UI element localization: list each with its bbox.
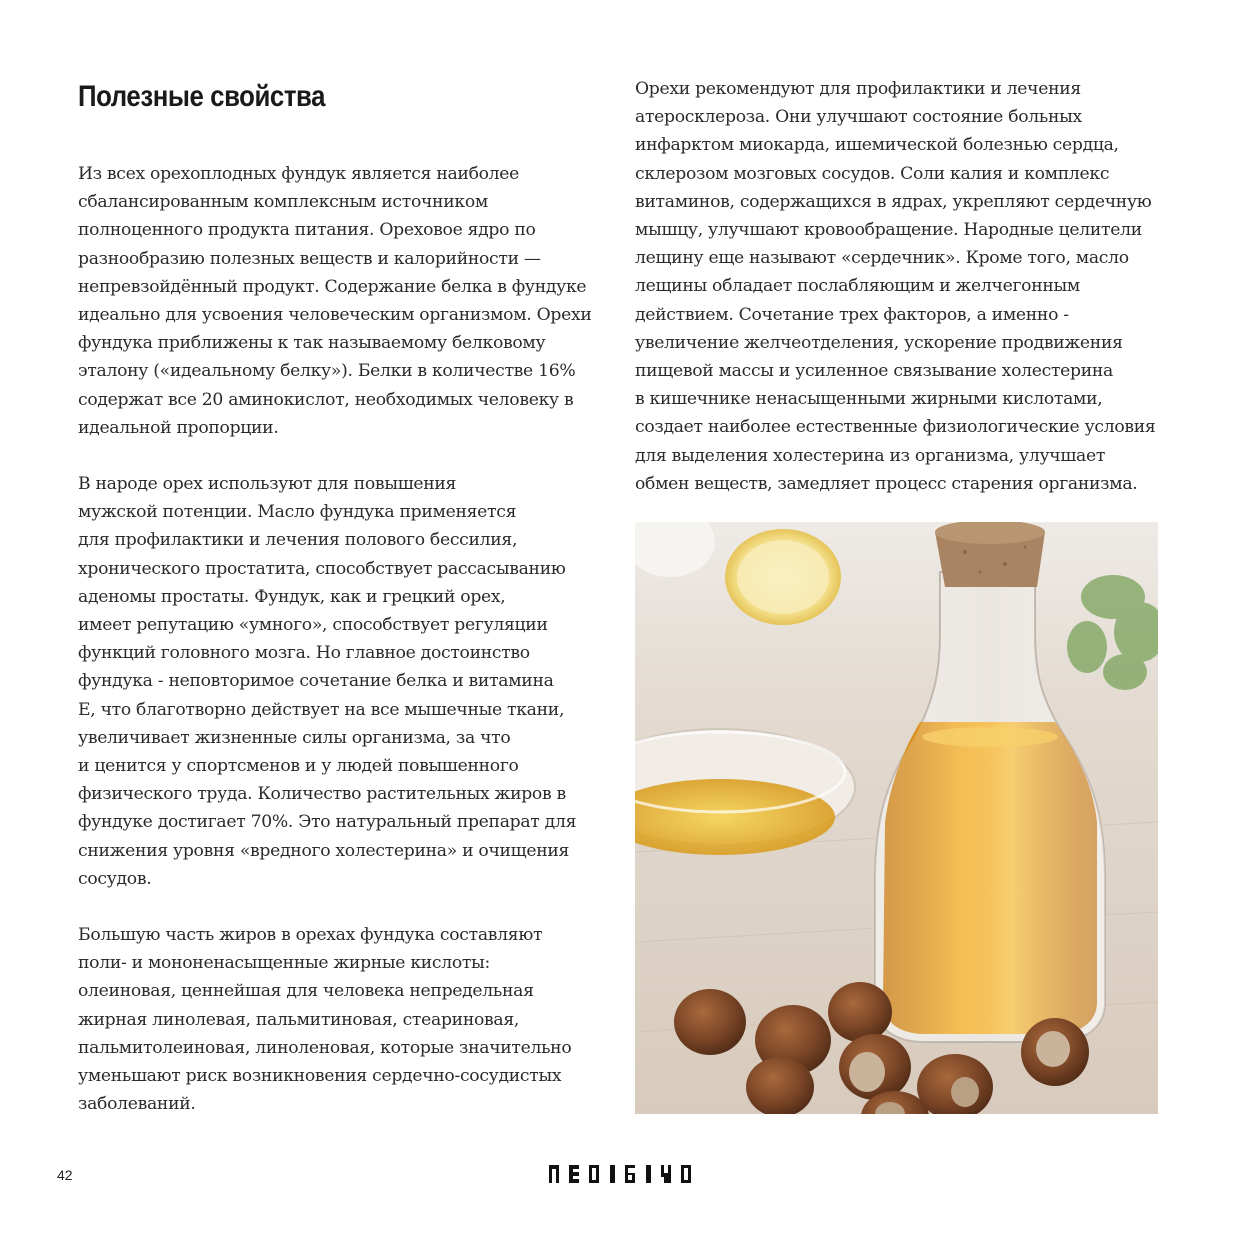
- text-line: и ценится у спортсменов и у людей повышенного: [78, 756, 519, 777]
- page-number: 42: [57, 1167, 73, 1183]
- left-paragraph-2: [78, 470, 618, 893]
- paragraph-gap: [78, 893, 618, 921]
- paragraph-gap: [78, 442, 618, 470]
- text-line: сосудов.: [78, 868, 152, 889]
- text-line: снижения уровня «вредного холестерина» и очищения: [78, 840, 570, 861]
- text-line: витаминов, содержащихся в ядрах, укрепляют сердечную: [635, 191, 1152, 212]
- text-line: олеиновая, ценнейшая для человека непредельная: [78, 981, 534, 1002]
- right-paragraph-1: [635, 75, 1180, 498]
- right-text-column: [635, 75, 1180, 498]
- left-paragraph-3: [78, 921, 618, 1118]
- text-line: увеличение желчеотделения, ускорение продвижения: [635, 332, 1123, 353]
- text-line: физического труда. Количество растительных жиров в: [78, 784, 566, 805]
- text-line: действием. Сочетание трех факторов, а именно -: [635, 304, 1069, 325]
- text-line: разнообразию полезных веществ и калорийности —: [78, 248, 541, 269]
- text-line: для выделения холестерина из организма, улучшает: [635, 445, 1106, 466]
- text-line: Из всех орехоплодных фундук является наиболее: [78, 164, 520, 184]
- text-line: лещину еще называют «сердечник». Кроме того, масло: [635, 248, 1129, 269]
- text-line: эталону («идеальному белку»). Белки в количестве 16%: [78, 361, 576, 382]
- text-line: имеет репутацию «умного», способствует регуляции: [78, 615, 548, 636]
- text-line: заболеваний.: [78, 1094, 196, 1115]
- text-line: идеально для усвоения человеческим организмом. Орехи: [78, 305, 592, 326]
- text-line: атеросклероза. Они улучшают состояние больных: [635, 107, 1082, 128]
- text-line: лещины обладает послабляющим и желчегонным: [635, 276, 1080, 297]
- text-line: Орехи рекомендуют для профилактики и лечения: [635, 79, 1081, 99]
- text-line: аденомы простаты. Фундук, как и грецкий орех,: [78, 586, 506, 607]
- text-line: фундука - неповторимое сочетание белка и витамина: [78, 671, 554, 692]
- text-line: инфарктом миокарда, ишемической болезнью сердца,: [635, 135, 1119, 156]
- left-text-column: [78, 160, 618, 1119]
- text-line: пальмитолеиновая, линоленовая, которые значительно: [78, 1037, 572, 1058]
- text-line: непревзойдённый продукт. Содержание белка в фундуке: [78, 276, 587, 297]
- text-line: склерозом мозговых сосудов. Соли калия и комплекс: [635, 163, 1110, 184]
- text-line: фундуке достигает 70%. Это натуральный препарат для: [78, 812, 577, 833]
- hazelnut-oil-photo: [635, 522, 1158, 1114]
- text-line: Большую часть жиров в орехах фундука составляют: [78, 925, 543, 946]
- text-line: в кишечнике ненасыщенными жирными кислотами,: [635, 389, 1103, 410]
- text-line: пищевой массы и усиленное связывание холестерина: [635, 361, 1113, 382]
- text-line: идеальной пропорции.: [78, 417, 279, 438]
- text-line: уменьшают риск возникновения сердечно-сосудистых: [78, 1066, 562, 1087]
- text-line: Е, что благотворно действует на все мышечные ткани,: [78, 699, 565, 720]
- text-line: обмен веществ, замедляет процесс старения организма.: [635, 473, 1138, 494]
- left-paragraph-1: [78, 160, 618, 442]
- text-line: для профилактики и лечения полового бессилия,: [78, 530, 518, 551]
- text-line: сбалансированным комплексным источником: [78, 192, 488, 213]
- text-line: содержат все 20 аминокислот, необходимых человеку в: [78, 389, 574, 410]
- text-line: функций головного мозга. Но главное достоинство: [78, 643, 530, 664]
- text-line: жирная линолевая, пальмитиновая, стеариновая,: [78, 1009, 520, 1030]
- text-line: мужской потенции. Масло фундука применяется: [78, 502, 517, 523]
- text-line: полноценного продукта питания. Ореховое ядро по: [78, 220, 536, 241]
- text-line: фундука приближены к так называемому белковому: [78, 333, 546, 354]
- text-line: создает наиболее естественные физиологические условия: [635, 417, 1156, 438]
- page-title: Полезные свойства: [78, 80, 326, 113]
- text-line: мышцу, улучшают кровообращение. Народные целители: [635, 220, 1142, 241]
- text-line: В народе орех используют для повышения: [78, 474, 457, 495]
- text-line: поли- и мононенасыщенные жирные кислоты:: [78, 953, 491, 974]
- text-line: хронического простатита, способствует рассасыванию: [78, 558, 566, 579]
- text-line: увеличивает жизненные силы организма, за что: [78, 727, 511, 748]
- brand-logo: [549, 1163, 697, 1185]
